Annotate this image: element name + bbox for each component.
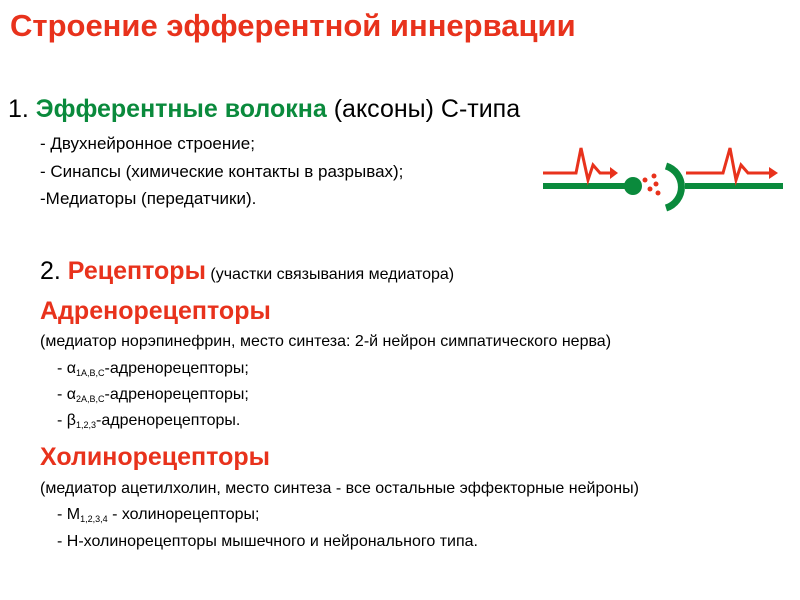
mediator-dot [656, 191, 661, 196]
item-prefix: - Н-холинорецепторы мышечного и нейронального типа. [57, 533, 478, 550]
postsynaptic-membrane [666, 166, 681, 208]
section-1-bullet: - Двухнейронное строение; [40, 134, 255, 153]
mediator-dot [648, 187, 653, 192]
arrow-head-right [769, 167, 778, 179]
section-1-heading [8, 95, 520, 124]
section-2-title: Рецепторы [67, 257, 206, 285]
adreno-item [57, 386, 249, 404]
item-suffix: -адренорецепторы. [96, 412, 241, 429]
adreno-heading: Адренорецепторы [40, 297, 271, 325]
action-potential-right [686, 148, 773, 180]
adreno-note: (медиатор норэпинефрин, место синтеза: 2-й нейрон симпатического нерва) [40, 333, 612, 350]
action-potential-left [543, 148, 616, 180]
section-2-number: 2. [40, 257, 68, 285]
item-prefix: - β [57, 412, 76, 429]
mediator-dot [643, 178, 648, 183]
cholino-item [57, 533, 478, 551]
mediator-dot [652, 174, 657, 179]
item-subscript: 1,2,3,4 [80, 514, 108, 524]
section-1-title: Эфферентные волокна [35, 95, 327, 123]
item-subscript: 1A,B,C [76, 368, 105, 378]
section-1-number: 1. [8, 95, 36, 123]
cholino-note: (медиатор ацетилхолин, место синтеза - все остальные эффекторные нейроны) [40, 480, 639, 497]
item-subscript: 2A,B,C [76, 394, 105, 404]
cholino-item [57, 506, 259, 524]
item-subscript: 1,2,3 [75, 420, 97, 430]
item-prefix: - α [57, 360, 77, 377]
adreno-item [57, 412, 240, 430]
axon-terminal [624, 177, 642, 195]
item-prefix: - α [57, 386, 77, 403]
section-1-title-rest: (аксоны) С-типа [326, 95, 521, 123]
section-1-bullet: -Медиаторы (передатчики). [40, 189, 257, 208]
adreno-item [57, 360, 249, 378]
cholino-heading: Холинорецепторы [40, 443, 270, 471]
section-2-paren: (участки связывания медиатора) [205, 266, 455, 283]
arrow-head-left [610, 167, 618, 179]
synapse-diagram-icon [538, 140, 788, 215]
item-suffix: - холинорецепторы; [107, 506, 260, 523]
item-suffix: -адренорецепторы; [104, 360, 249, 377]
item-prefix: - М [57, 506, 81, 523]
section-2-heading [40, 257, 454, 286]
mediator-dot [654, 182, 659, 187]
section-1-bullet: - Синапсы (химические контакты в разрывах); [40, 162, 404, 181]
item-suffix: -адренорецепторы; [104, 386, 249, 403]
page-title: Строение эфферентной иннервации [10, 8, 576, 43]
